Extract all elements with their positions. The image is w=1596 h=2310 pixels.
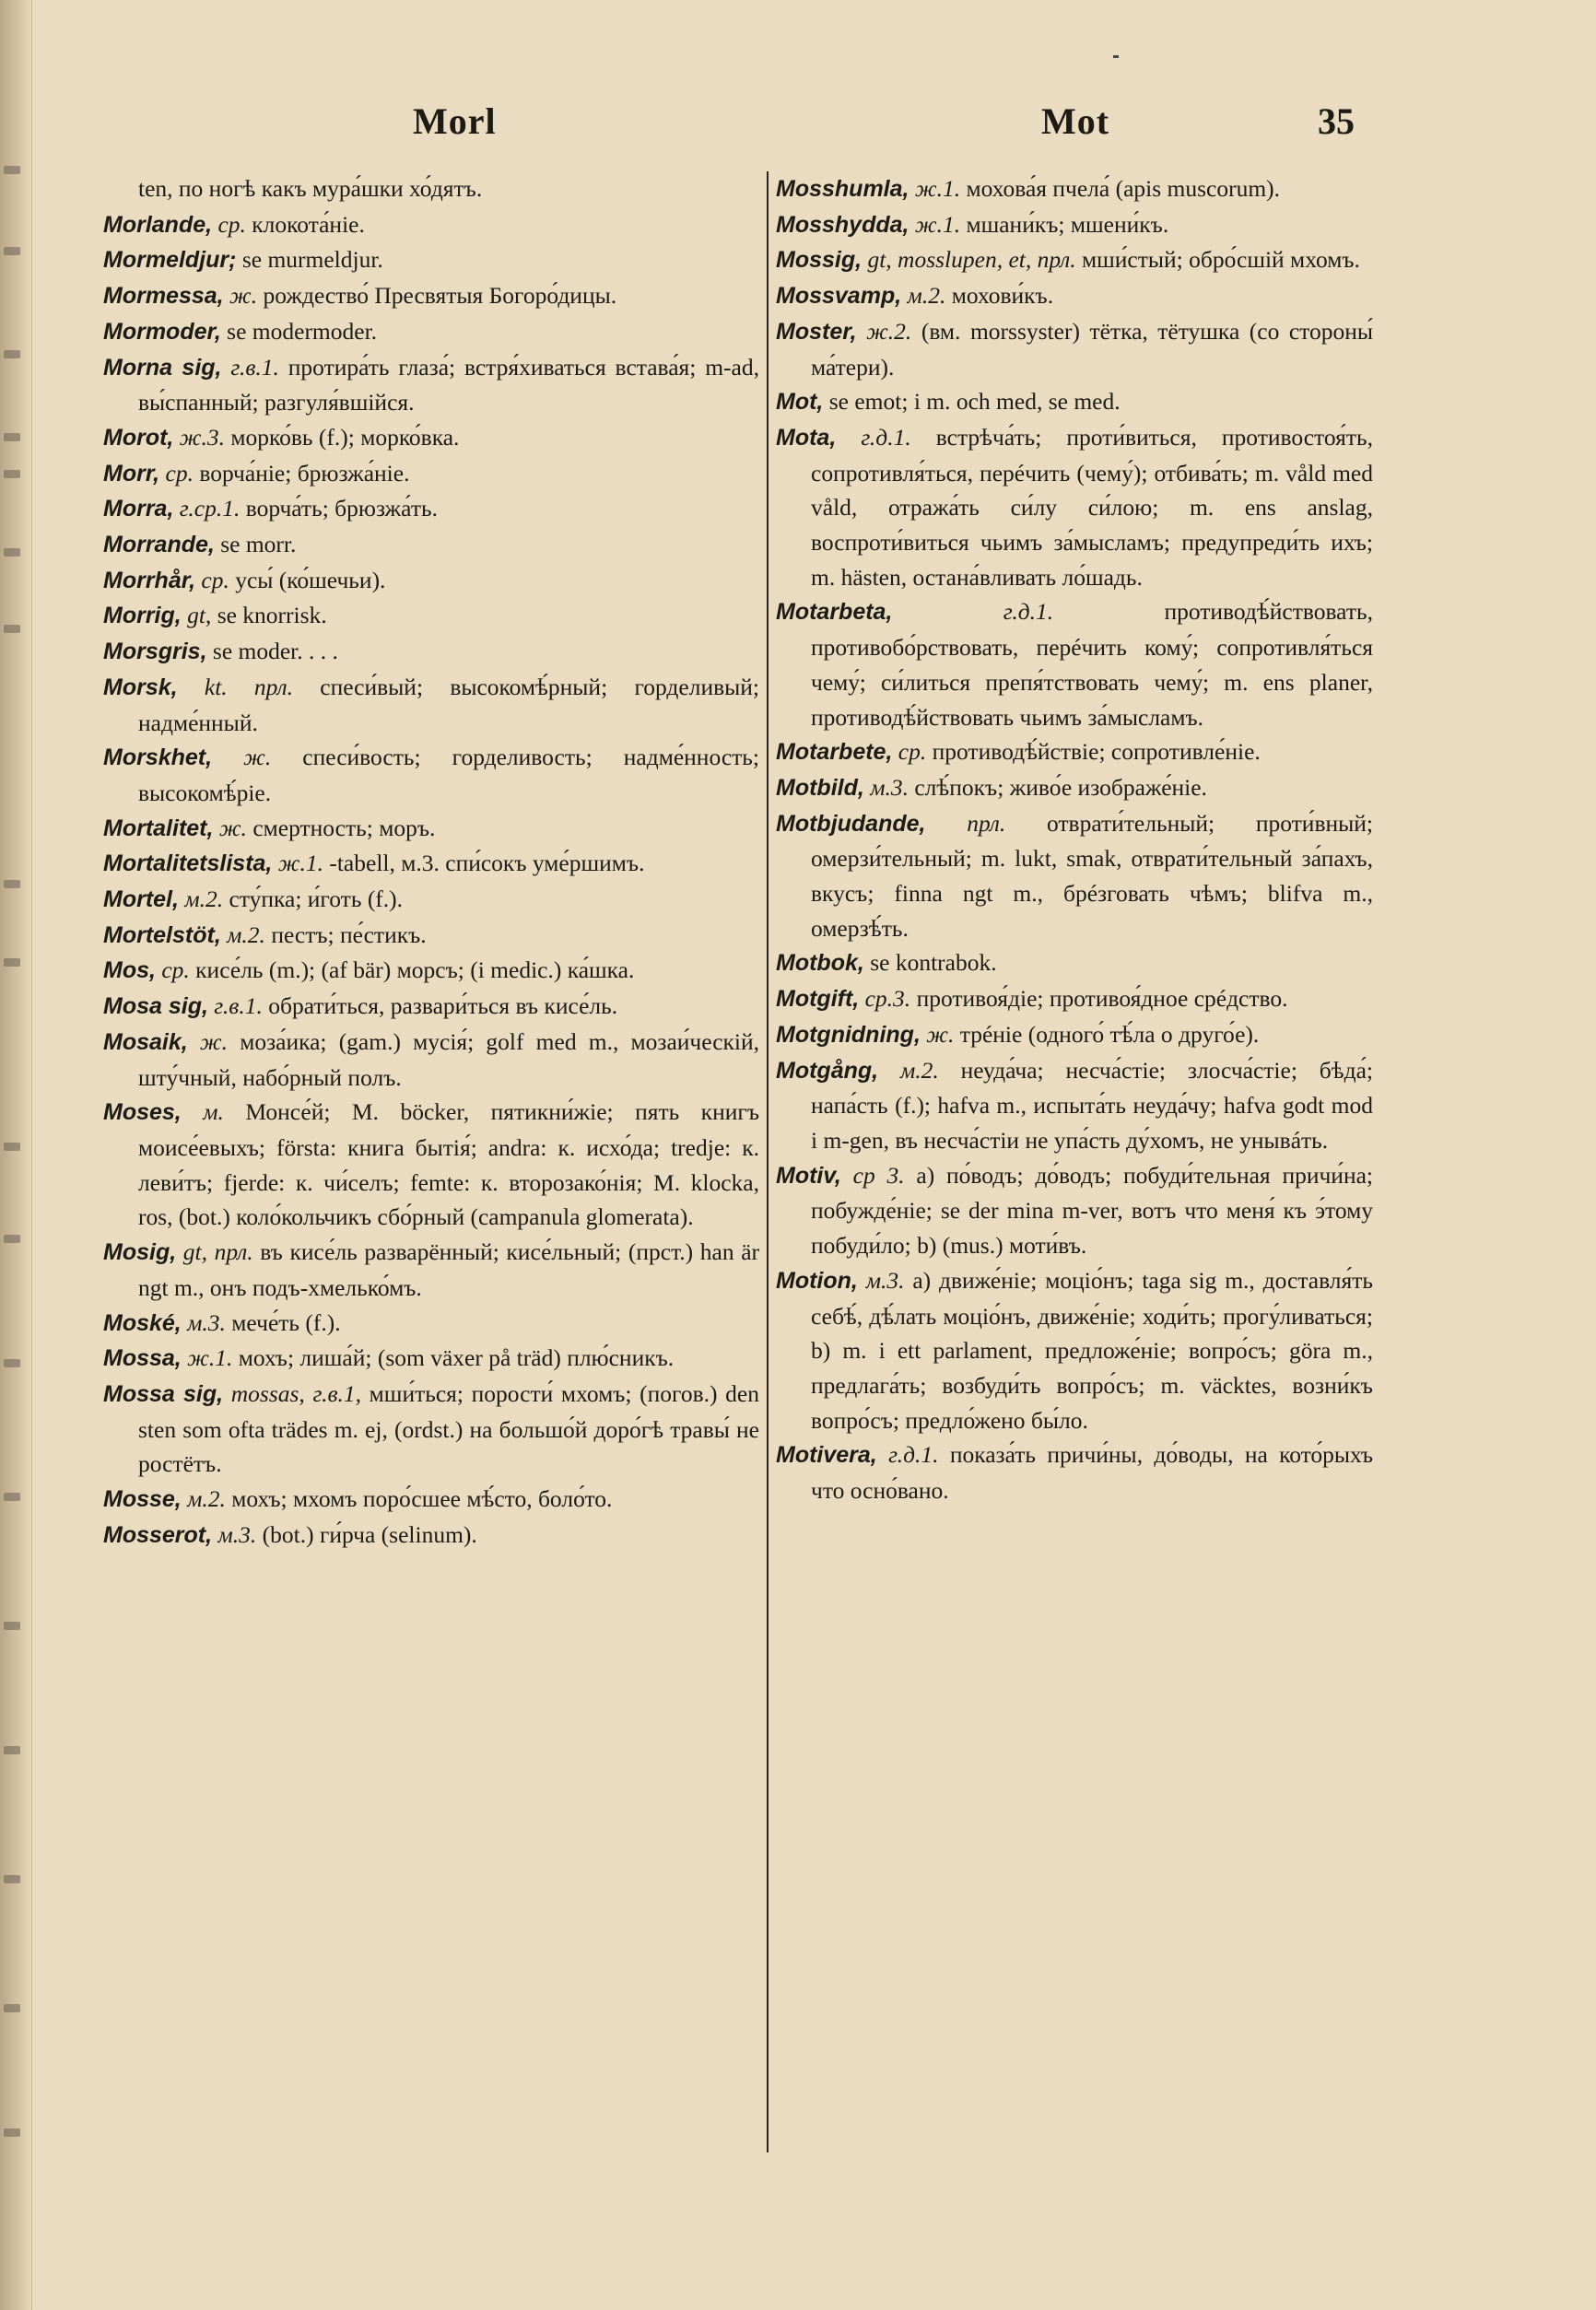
entry-headword: Mosserot,: [103, 1521, 213, 1548]
entry-definition: встрѣча́ть; проти́виться, противостоя́ть, сопротивля́ться, перéчить (чему́); отбива́ть; m. våld med våld, отража́ть си́лу си́лою; m. ens anslag, воспроти́виться чьимъ за́мысламъ; предупреди́ть ихъ; m. hästen, остана́вливать ло́шадь.: [811, 423, 1373, 591]
entry-headword: Mosse,: [103, 1486, 182, 1513]
entry-definition: противодѣ́йствie; сопротивле́нie.: [932, 738, 1261, 766]
entry-headword: Moses,: [103, 1099, 182, 1126]
entry-headword: Motbild,: [776, 774, 864, 801]
entry-definition: мшани́къ; мшени́къ.: [966, 210, 1169, 238]
entry-headword: Mossvamp,: [776, 283, 902, 310]
entry-grammar: ж.1.: [914, 175, 961, 202]
entry-headword: Morra,: [103, 496, 174, 522]
entry-headword: Mossig,: [776, 247, 863, 274]
dictionary-entry: [103, 670, 759, 740]
entry-headword: Morskhet,: [103, 745, 213, 771]
dictionary-entry: [776, 945, 1373, 981]
entry-headword: Morlande,: [103, 211, 213, 238]
dictionary-entry: [103, 882, 759, 918]
dictionary-entry: [103, 989, 759, 1025]
dictionary-entry: [103, 456, 759, 492]
dictionary-entry: [776, 806, 1373, 946]
dictionary-entry: [103, 1518, 759, 1554]
entry-headword: Mormessa,: [103, 283, 224, 310]
edge-mark: [4, 2128, 20, 2137]
edge-mark: [4, 880, 20, 888]
entry-grammar: ж.1.: [914, 210, 961, 238]
dictionary-entry: [103, 918, 759, 954]
entry-grammar: gt, mosslupen, et, прл.: [867, 246, 1076, 274]
entry-headword: Mot,: [776, 389, 824, 416]
edge-mark: [4, 1235, 20, 1243]
entry-definition: мохъ; мхомъ поро́сшее мѣ́сто, боло́то.: [231, 1485, 613, 1513]
entry-definition: se emot; i m. och med, se med.: [828, 388, 1121, 416]
entry-grammar: ср.: [217, 210, 246, 238]
print-speck: [1113, 55, 1119, 58]
entry-headword: Motion,: [776, 1267, 858, 1294]
dictionary-entry: [103, 598, 759, 634]
entry-definition: неуда́ча; несча́стie; злосча́стie; бѣда́; напа́сть (f.); hafva m., испыта́ть неуда́чу; hafva godt mod i m-gen, въ несча́стiи не упа́сть ду́хомъ, не унывáть.: [811, 1056, 1373, 1154]
entry-headword: Motgift,: [776, 986, 860, 1013]
dictionary-entry: [776, 1158, 1373, 1263]
entry-definition: противодѣ́йствовать, противобо́рствовать, перéчить кому́; сопротивля́ться чему́; си́литься препя́тствовать чему́; m. ens planer, противодѣ́йствовать чьимъ за́мысламъ.: [811, 598, 1373, 731]
entry-headword: Mosshydda,: [776, 211, 909, 238]
dictionary-entry: [776, 981, 1373, 1017]
dictionary-entry: [103, 563, 759, 599]
page-binding-edge: [0, 0, 32, 2310]
entry-definition: пестъ; пе́стикъ.: [271, 920, 427, 948]
entry-grammar: ж.: [218, 814, 247, 841]
entry-grammar: м.2.: [187, 1485, 226, 1513]
entry-headword: Morsk,: [103, 674, 178, 700]
entry-grammar: м.2.: [227, 920, 265, 948]
edge-mark: [4, 1746, 20, 1754]
edge-mark: [4, 548, 20, 557]
entry-grammar: г.ср.1.: [179, 495, 241, 522]
entry-grammar: kt. прл.: [204, 673, 293, 700]
entry-definition: se murmeldjur.: [241, 246, 383, 274]
dictionary-entry: [776, 171, 1373, 207]
edge-mark: [4, 470, 20, 478]
entry-definition: se modermoder.: [227, 317, 378, 345]
dictionary-entry: [776, 770, 1373, 806]
edge-mark: [4, 1622, 20, 1630]
dictionary-entry: [776, 1437, 1373, 1507]
entry-grammar: ж.3.: [179, 423, 225, 451]
entry-definition: рождество́ Пресвятыя Богоро́дицы.: [263, 282, 617, 310]
entry-headword: Mos,: [103, 957, 156, 984]
entry-grammar: м.: [203, 1098, 224, 1126]
entry-definition: se knorrisk.: [217, 602, 327, 629]
entry-grammar: ж.2.: [866, 317, 912, 345]
entry-headword: Morsgris,: [103, 639, 207, 665]
dictionary-entry: [776, 734, 1373, 770]
entry-definition: se moder. . . .: [212, 638, 338, 665]
entry-grammar: м.2.: [184, 885, 224, 913]
entry-definition: -tabell, м.3. спи́сокъ уме́ршимъ.: [329, 850, 645, 877]
entry-headword: Mosig,: [103, 1239, 177, 1266]
entry-definition: мши́стый; обро́сшiй мхомъ.: [1082, 246, 1360, 274]
dictionary-entry: [776, 1263, 1373, 1438]
entry-headword: Mormeldjur;: [103, 247, 237, 274]
dictionary-entry: [103, 953, 759, 989]
dictionary-entry: [776, 384, 1373, 420]
dictionary-entry: [103, 1306, 759, 1342]
entry-definition: въ кисе́ль разварённый; кисе́льный; (прст.) han är ngt m., онъ подъ-хмелько́мъ.: [138, 1238, 760, 1301]
entry-definition: отврати́тельный; проти́вный; омерзи́тельный; m. lukt, smak, отврати́тельный за́пахъ, вкусъ; finna ngt m., брéзговать чѣмъ; blifva m., омерзѣ́ть.: [811, 809, 1373, 942]
right-column: [776, 171, 1373, 1508]
edge-mark: [4, 433, 20, 441]
entry-headword: Mosa sig,: [103, 993, 208, 1020]
entry-grammar: г.д.1.: [861, 423, 911, 451]
dictionary-entry: [103, 1025, 759, 1095]
page-number: 35: [1318, 100, 1355, 142]
entry-definition: спеси́вый; высокомѣ́рный; горделивый; надме́нный.: [138, 673, 759, 736]
entry-grammar: ж.: [229, 282, 258, 310]
dictionary-entry: [776, 594, 1373, 734]
entry-headword: Motiv,: [776, 1162, 841, 1189]
dictionary-entry: [776, 242, 1373, 278]
dictionary-entry: [776, 207, 1373, 243]
entry-definition: смертность; моръ.: [252, 814, 436, 841]
entry-definition: ворча́ть; брюзжа́ть.: [245, 495, 438, 522]
entry-grammar: г.в.1.: [230, 353, 279, 381]
running-head-left: Morl: [413, 100, 497, 142]
entry-grammar: gt, прл.: [182, 1238, 253, 1266]
entry-definition: клокота́нie.: [252, 210, 365, 238]
entry-definition: мохъ; лиша́й; (som växer på träd) плю́сникъ.: [238, 1344, 675, 1372]
dictionary-entry: [103, 634, 759, 670]
entry-headword: Motgång,: [776, 1057, 879, 1084]
entry-grammar: ср 3.: [852, 1161, 905, 1189]
entry-definition: протира́ть глаза́; встря́хиваться встава́я; m-ad, вы́спанный; разгуля́вшiйся.: [138, 353, 759, 416]
dictionary-entry: [103, 350, 759, 420]
edge-mark: [4, 1143, 20, 1151]
entry-definition: ten, по ногѣ какъ мура́шки хо́дятъ.: [138, 175, 483, 202]
dictionary-entry: [103, 1482, 759, 1518]
entry-headword: Moské,: [103, 1309, 182, 1336]
entry-grammar: ср.: [898, 738, 927, 766]
edge-mark: [4, 1493, 20, 1501]
entry-grammar: ж.: [926, 1020, 955, 1048]
dictionary-entry: [103, 420, 759, 456]
entry-definition: моза́ика; (gam.) мусiя́; golf med m., мозаи́ческiй, шту́чный, набо́рный полъ.: [138, 1027, 760, 1091]
edge-mark: [4, 247, 20, 255]
entry-definition: показа́ть причи́ны, до́воды, на кото́рыхъ что осно́вано.: [811, 1441, 1374, 1505]
entry-definition: a) по́водъ; до́водъ; побуди́тельная причи́на; побужде́нie; se der mina m-ver, вотъ что меня́ къ э́тому побуди́ло; b) (mus.) моти́въ.: [811, 1161, 1374, 1260]
entry-headword: Mortel,: [103, 886, 179, 913]
entry-headword: Motivera,: [776, 1442, 877, 1469]
entry-definition: противоя́дie; противоя́дное срéдство.: [916, 985, 1288, 1013]
edge-mark: [4, 625, 20, 633]
entry-headword: Morna sig,: [103, 354, 222, 381]
edge-mark: [4, 1359, 20, 1367]
entry-definition: кисе́ль (m.); (af bär) морсъ; (i medic.) ка́шка.: [195, 956, 635, 984]
entry-headword: Motbok,: [776, 950, 864, 977]
entry-definition: se morr.: [220, 531, 297, 558]
entry-headword: Morrhår,: [103, 567, 196, 593]
entry-grammar: gt,: [187, 602, 212, 629]
edge-mark: [4, 166, 20, 174]
dictionary-entry: [103, 846, 759, 882]
entry-grammar: ср.: [165, 459, 194, 487]
entry-headword: Mosshumla,: [776, 176, 909, 202]
entry-headword: Mossa sig,: [103, 1380, 224, 1407]
entry-definition: (вм. morssyster) тётка, тётушка (со стороны́ ма́тери).: [811, 317, 1374, 381]
left-column: [103, 171, 759, 1553]
dictionary-entry: [103, 527, 759, 563]
entry-grammar: м.3.: [217, 1520, 257, 1548]
entry-definition: мече́ть (f.).: [231, 1308, 341, 1336]
edge-mark: [4, 350, 20, 358]
entry-definition: обрати́ться, развари́ться въ кисе́ль.: [268, 992, 618, 1020]
entry-grammar: ср.3.: [864, 985, 911, 1013]
entry-definition: ворча́нie; брюзжа́нie.: [199, 459, 410, 487]
entry-headword: Mortelstöt,: [103, 921, 221, 948]
entry-headword: Motbjudande,: [776, 810, 926, 837]
entry-headword: Mossa,: [103, 1345, 182, 1372]
entry-headword: Morrig,: [103, 603, 182, 629]
column-divider: [767, 171, 769, 2152]
dictionary-entry: [103, 171, 759, 207]
dictionary-entry: [103, 207, 759, 243]
dictionary-entry: [103, 314, 759, 350]
edge-mark: [4, 958, 20, 967]
entry-headword: Motarbeta,: [776, 599, 893, 626]
entry-definition: мши́ться; порости́ мхомъ; (погов.) den sten som ofta trädes m. ej, (ordst.) на большо́й доро́гѣ травы́ не ростётъ.: [138, 1379, 759, 1478]
entry-headword: Mortalitetslista,: [103, 850, 273, 877]
entry-grammar: ж.: [243, 744, 272, 771]
dictionary-entry: [103, 1377, 759, 1482]
entry-grammar: г.д.1.: [1003, 598, 1054, 626]
entry-definition: спеси́вость; горделивость; надме́нность; высокомѣ́рie.: [138, 744, 760, 806]
entry-grammar: м.3.: [870, 773, 909, 801]
dictionary-entry: [103, 278, 759, 314]
dictionary-entry: [103, 740, 759, 810]
entry-definition: мохова́я пчела́ (apis muscorum).: [966, 175, 1281, 202]
entry-grammar: г.д.1.: [888, 1441, 939, 1469]
entry-definition: Монсе́й; M. böcker, пятикни́жie; пять книгъ моисе́евыхъ; första: книга бытiя́; andra: к. исхо́да; tredje: к. леви́тъ; fjerde: к. чи́селъ; femte: к. второзако́нiя; M. klocka, ros, (bot.) коло́кольчикъ сбо́рный (campanula glomerata).: [138, 1098, 760, 1231]
entry-headword: Mota,: [776, 424, 837, 451]
entry-headword: Motgnidning,: [776, 1021, 921, 1048]
entry-headword: Mortalitet,: [103, 815, 214, 841]
entry-grammar: ж.: [199, 1027, 228, 1055]
entry-grammar: г.в.1.: [214, 992, 263, 1020]
entry-headword: Moster,: [776, 318, 857, 345]
dictionary-entry: [776, 314, 1373, 384]
entry-headword: Motarbete,: [776, 739, 893, 766]
entry-definition: мохови́къ.: [951, 282, 1054, 310]
dictionary-entry: [103, 1235, 759, 1305]
entry-headword: Morr,: [103, 460, 160, 487]
entry-grammar: м.2.: [907, 282, 946, 310]
dictionary-entry: [103, 1095, 759, 1235]
entry-grammar: mossas, г.в.1,: [230, 1379, 362, 1407]
entry-definition: морко́вь (f.); морко́вка.: [230, 423, 460, 451]
entry-definition: усы́ (ко́шечьи).: [235, 566, 386, 593]
dictionary-entry: [103, 242, 759, 278]
dictionary-entry: [103, 1341, 759, 1377]
entry-grammar: м.3.: [187, 1308, 226, 1336]
entry-grammar: прл.: [967, 809, 1006, 837]
entry-grammar: ж.1.: [187, 1344, 233, 1372]
entry-grammar: ж.1.: [277, 850, 323, 877]
dictionary-entry: [776, 1053, 1373, 1158]
entry-headword: Mormoder,: [103, 318, 221, 345]
edge-mark: [4, 1875, 20, 1883]
running-head-right: Mot: [1041, 100, 1110, 142]
dictionary-entry: [776, 420, 1373, 595]
edge-mark: [4, 2004, 20, 2012]
entry-definition: трéнie (одного́ тѣ́ла о друго́е).: [959, 1020, 1260, 1048]
entry-grammar: ср.: [161, 956, 190, 984]
dictionary-entry: [776, 1017, 1373, 1053]
entry-grammar: м.2.: [899, 1056, 939, 1084]
dictionary-entry: [103, 811, 759, 847]
entry-definition: (bot.) ги́рча (selinum).: [262, 1520, 477, 1548]
entry-definition: слѣ́покъ; живо́е изображе́нie.: [914, 773, 1207, 801]
entry-headword: Mosaik,: [103, 1028, 188, 1055]
entry-grammar: ср.: [201, 566, 229, 593]
entry-grammar: м.3.: [865, 1266, 905, 1294]
dictionary-entry: [776, 278, 1373, 314]
entry-definition: сту́пка; и́готь (f.).: [229, 885, 404, 913]
dictionary-entry: [103, 491, 759, 527]
entry-headword: Morrande,: [103, 532, 215, 558]
entry-headword: Morot,: [103, 424, 174, 451]
entry-definition: a) движе́нie; моцiо́нъ; taga sig m., доставля́ть себѣ́, дѣ́лать моцiо́нъ, движе́нie; ходи́ть; прогу́ливаться; b) m. i ett parlament, предложе́нie; вопро́съ; göra m., предлага́ть; возбуди́ть вопро́съ; m. väcktes, возни́къ вопро́съ; предло́жено бы́ло.: [811, 1266, 1374, 1434]
entry-definition: se kontrabok.: [870, 949, 997, 977]
